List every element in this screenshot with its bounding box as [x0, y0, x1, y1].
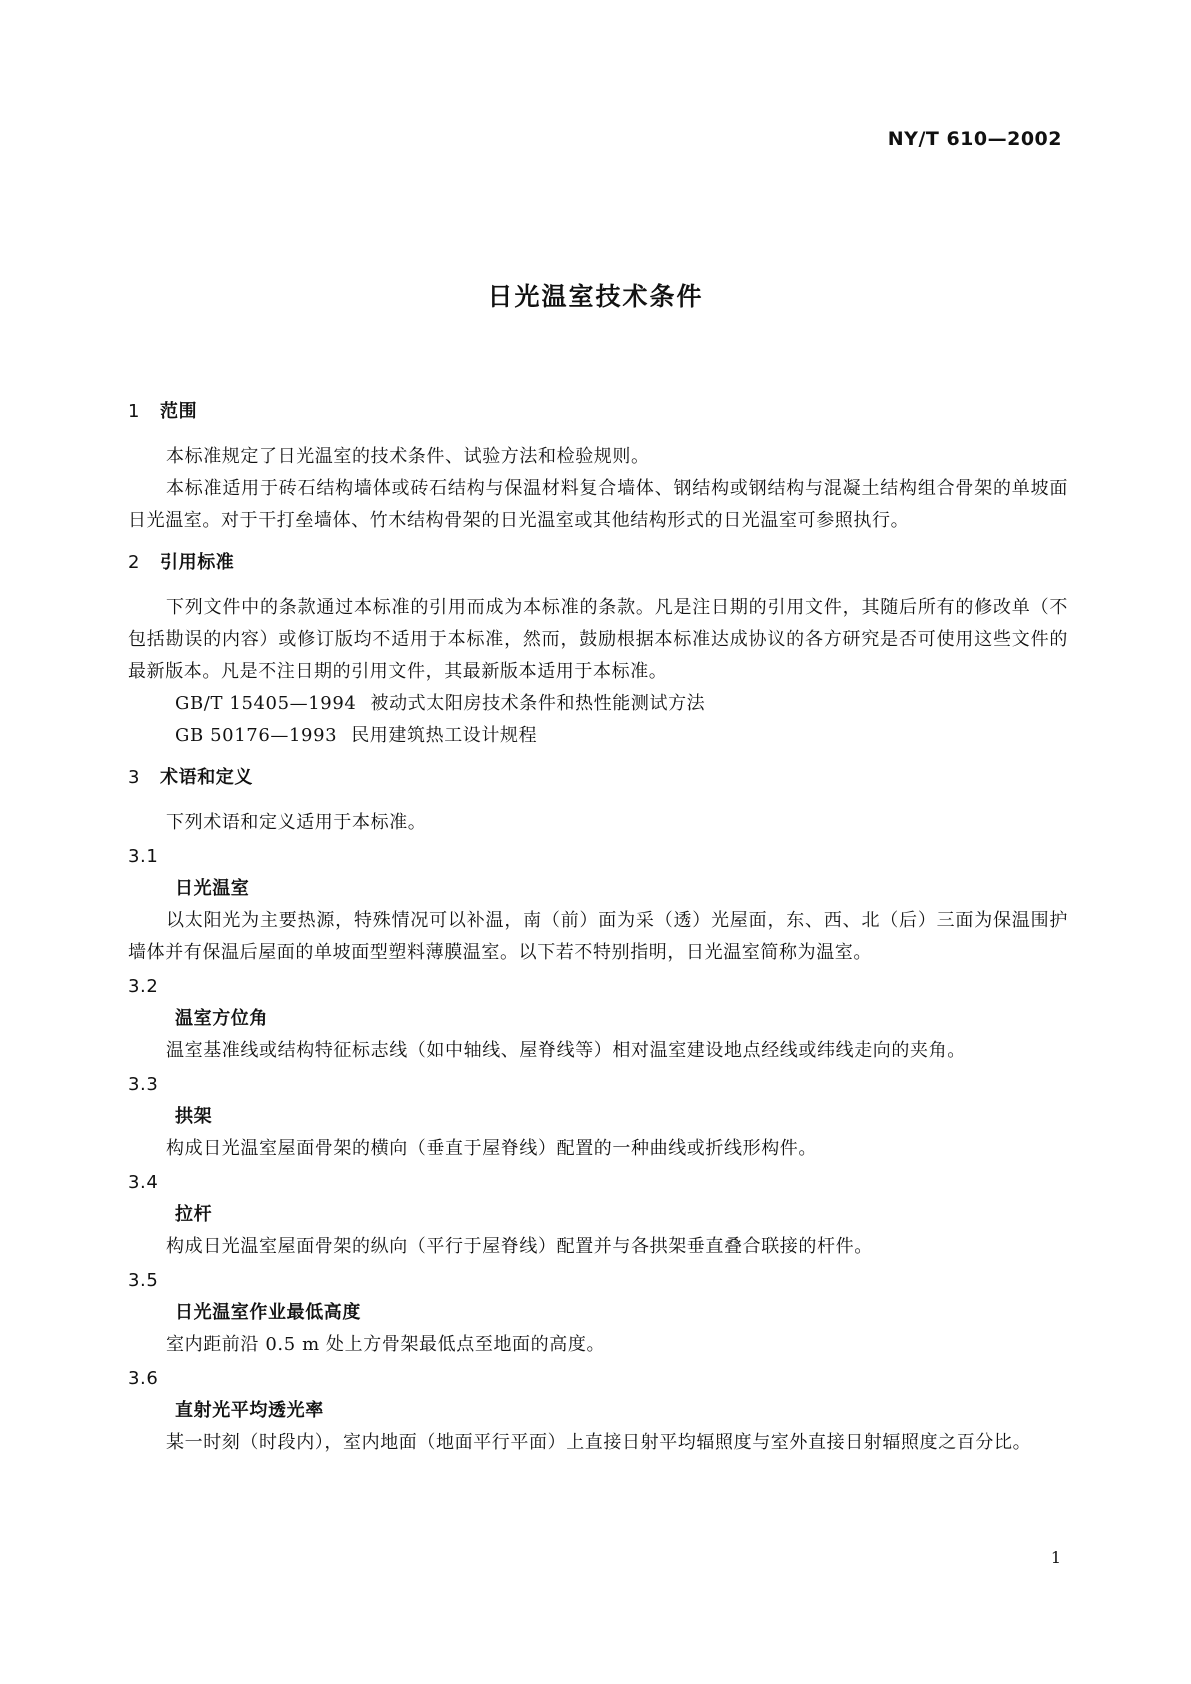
- section-heading-normative-references: [128, 547, 1068, 579]
- term-name: 日光温室: [175, 878, 250, 899]
- paragraph: 下列文件中的条款通过本标准的引用而成为本标准的条款。凡是注日期的引用文件，其随后所有的修改单（不包括勘误的内容）或修订版均不适用于本标准，然而，鼓励根据本标准达成协议的各方研究是否可使用这些文件的最新版本。凡是不注日期的引用文件，其最新版本适用于本标准。: [128, 597, 1068, 682]
- section-number: 1: [128, 401, 141, 422]
- paragraph: 下列术语和定义适用于本标准。: [166, 812, 427, 833]
- paragraph: 本标准适用于砖石结构墙体或砖石结构与保温材料复合墙体、钢结构或钢结构与混凝土结构组合骨架的单坡面日光温室。对于干打垒墙体、竹木结构骨架的日光温室或其他结构形式的日光温室可参照执行。: [128, 478, 1068, 531]
- section-title: 术语和定义: [160, 767, 253, 788]
- term-definition: 构成日光温室屋面骨架的纵向（平行于屋脊线）配置并与各拱架垂直叠合联接的杆件。: [166, 1236, 873, 1257]
- term-name: 拉杆: [175, 1204, 213, 1225]
- reference-name: 被动式太阳房技术条件和热性能测试方法: [370, 693, 706, 714]
- section-number: 3: [128, 767, 141, 788]
- standard-code: NY/T 610—2002: [887, 128, 1062, 150]
- term-name: 直射光平均透光率: [175, 1400, 324, 1421]
- reference-name: 民用建筑热工设计规程: [351, 725, 538, 746]
- section-title: 引用标准: [160, 552, 235, 573]
- term-definition: 温室基准线或结构特征标志线（如中轴线、屋脊线等）相对温室建设地点经线或纬线走向的夹角。: [166, 1040, 966, 1061]
- reference-item: [128, 720, 1068, 752]
- paragraph: 本标准规定了日光温室的技术条件、试验方法和检验规则。: [166, 446, 650, 467]
- document-title: 日光温室技术条件: [487, 282, 704, 311]
- term-number: 3.1: [128, 846, 159, 867]
- section-heading-terms: [128, 762, 1068, 794]
- term-number: 3.2: [128, 976, 159, 997]
- section-heading-scope: [128, 396, 1068, 428]
- term-number: 3.3: [128, 1074, 159, 1095]
- term-number: 3.6: [128, 1368, 159, 1389]
- page-number: 1: [1050, 1548, 1061, 1567]
- term-definition: 构成日光温室屋面骨架的横向（垂直于屋脊线）配置的一种曲线或折线形构件。: [166, 1138, 817, 1159]
- term-definition: 室内距前沿 0.5 m 处上方骨架最低点至地面的高度。: [166, 1334, 606, 1355]
- term-name: 日光温室作业最低高度: [175, 1302, 361, 1323]
- term-definition: 某一时刻（时段内），室内地面（地面平行平面）上直接日射平均辐照度与室外直接日射辐照度之百分比。: [166, 1432, 1032, 1453]
- section-number: 2: [128, 552, 141, 573]
- section-title: 范围: [160, 401, 198, 422]
- term-number: 3.4: [128, 1172, 159, 1193]
- reference-code: GB 50176—1993: [175, 725, 338, 746]
- term-number: 3.5: [128, 1270, 159, 1291]
- document-body: [128, 396, 1068, 1459]
- term-definition: 以太阳光为主要热源，特殊情况可以补温，南（前）面为采（透）光屋面，东、西、北（后）三面为保温围护墙体并有保温后屋面的单坡面型塑料薄膜温室。以下若不特别指明，日光温室简称为温室。: [128, 910, 1068, 963]
- term-name: 温室方位角: [175, 1008, 268, 1029]
- term-name: 拱架: [175, 1106, 213, 1127]
- reference-code: GB/T 15405—1994: [175, 693, 357, 714]
- reference-item: [128, 688, 1068, 720]
